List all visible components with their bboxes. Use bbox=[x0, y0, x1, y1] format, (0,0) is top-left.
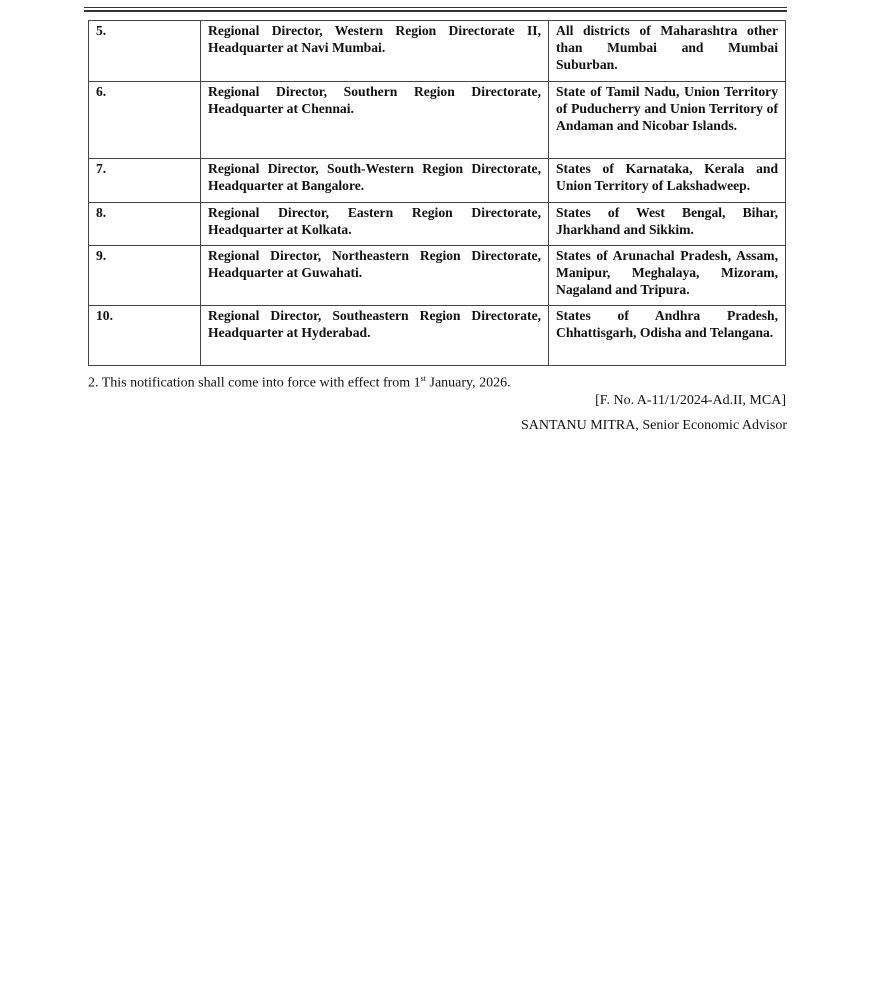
serial-number: 6. bbox=[89, 82, 201, 159]
table-row bbox=[89, 82, 786, 159]
jurisdiction-cell: States of West Bengal, Bihar, Jharkhand and Sikkim. bbox=[549, 203, 786, 246]
header-rule-double bbox=[84, 10, 787, 12]
table-row bbox=[89, 159, 786, 203]
serial-number: 5. bbox=[89, 21, 201, 82]
authority-cell: Regional Director, Southern Region Directorate, Headquarter at Chennai. bbox=[201, 82, 549, 159]
note-text: 2. This notification shall come into force with effect from 1 bbox=[88, 375, 421, 391]
file-number: [F. No. A-11/1/2024-Ad.II, MCA] bbox=[595, 393, 786, 408]
serial-number: 7. bbox=[89, 159, 201, 203]
note-text-end: January, 2026. bbox=[426, 375, 511, 391]
header-rule bbox=[84, 7, 787, 8]
jurisdiction-table bbox=[88, 20, 786, 366]
authority-cell: Regional Director, Southeastern Region Directorate, Headquarter at Hyderabad. bbox=[201, 306, 549, 366]
jurisdiction-cell: States of Arunachal Pradesh, Assam, Manipur, Meghalaya, Mizoram, Nagaland and Tripura. bbox=[549, 246, 786, 306]
authority-cell: Regional Director, Northeastern Region Directorate, Headquarter at Guwahati. bbox=[201, 246, 549, 306]
table-row bbox=[89, 203, 786, 246]
table-row bbox=[89, 306, 786, 366]
table-row bbox=[89, 246, 786, 306]
jurisdiction-cell: State of Tamil Nadu, Union Territory of Puducherry and Union Territory of Andaman and Nicobar Islands. bbox=[549, 82, 786, 159]
authority-cell: Regional Director, Eastern Region Directorate, Headquarter at Kolkata. bbox=[201, 203, 549, 246]
signatory: SANTANU MITRA, Senior Economic Advisor bbox=[520, 418, 787, 433]
jurisdiction-cell: States of Karnataka, Kerala and Union Territory of Lakshadweep. bbox=[549, 159, 786, 203]
authority-cell: Regional Director, South-Western Region Directorate, Headquarter at Bangalore. bbox=[201, 159, 549, 203]
table-row bbox=[89, 21, 786, 82]
serial-number: 9. bbox=[89, 246, 201, 306]
note-sup: st bbox=[420, 374, 427, 383]
serial-number: 10. bbox=[89, 306, 201, 366]
authority-cell: Regional Director, Western Region Directorate II, Headquarter at Navi Mumbai. bbox=[201, 21, 549, 82]
serial-number: 8. bbox=[89, 203, 201, 246]
jurisdiction-cell: All districts of Maharashtra other than Mumbai and Mumbai Suburban. bbox=[549, 21, 786, 82]
commencement-note bbox=[88, 374, 511, 392]
jurisdiction-cell: States of Andhra Pradesh, Chhattisgarh, Odisha and Telangana. bbox=[549, 306, 786, 366]
